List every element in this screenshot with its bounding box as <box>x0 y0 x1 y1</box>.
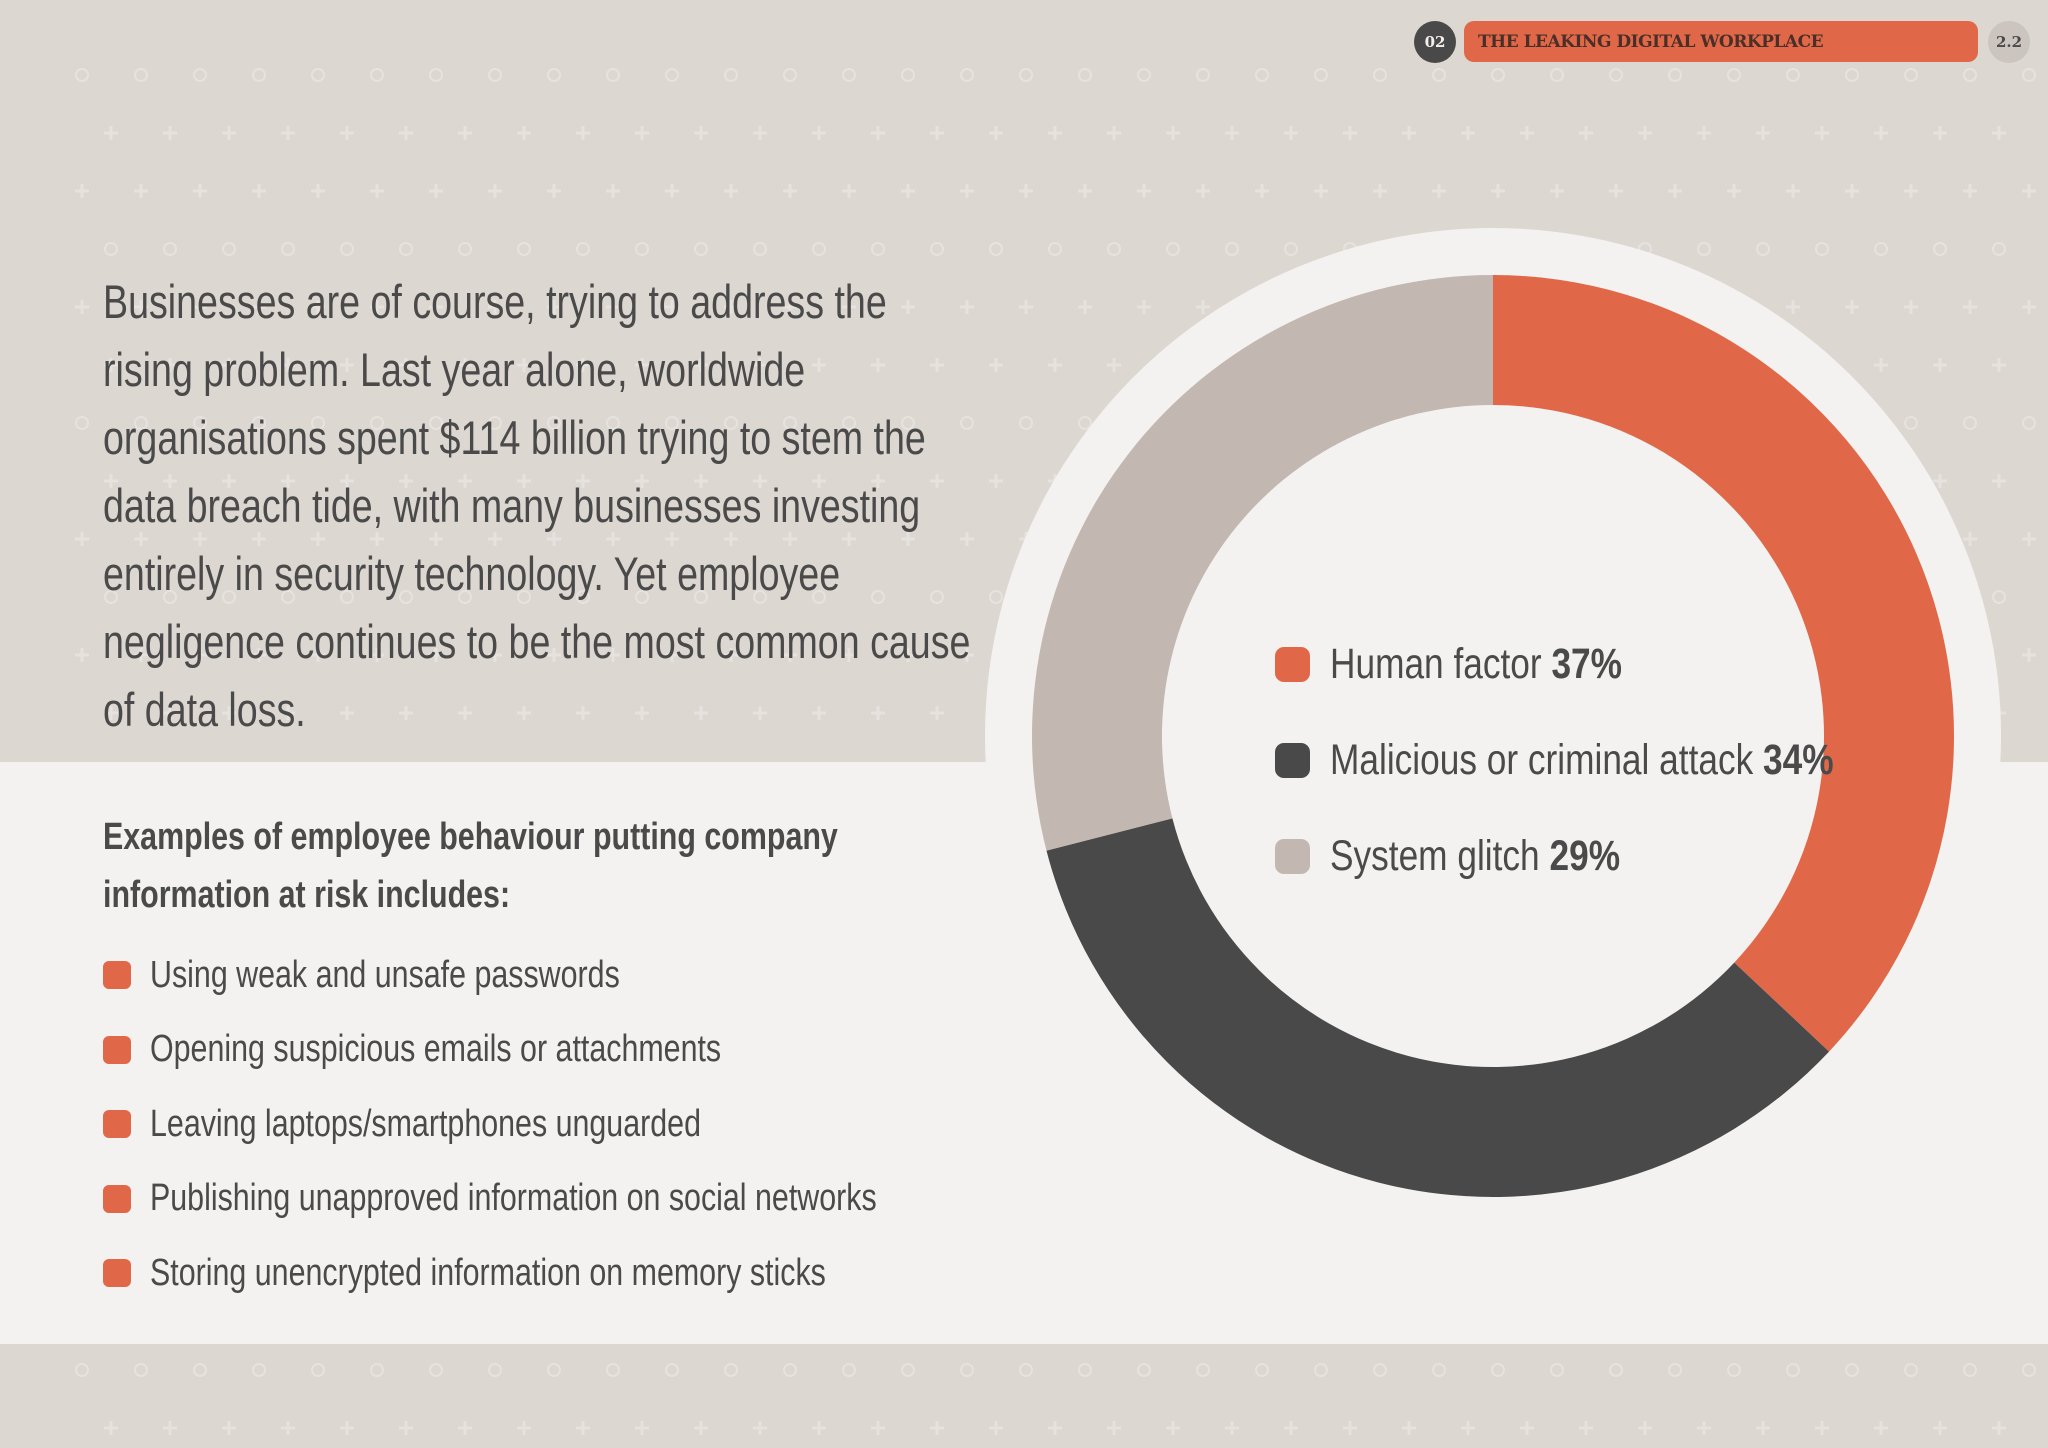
legend-label-group <box>1330 736 1834 785</box>
bullet-square-icon <box>103 1259 131 1287</box>
intro-paragraph: Businesses are of course, trying to address the rising problem. Last year alone, worldwide organisations spent $114 billion trying to stem the data breach tide, with many businesses investing entirely in security technology. Yet employee negligence continues to be the most common cause of data loss. <box>103 275 971 736</box>
legend-value: 37% <box>1551 639 1623 688</box>
bullet-square-icon <box>103 1110 131 1138</box>
list-item-text: Publishing unapproved information on social networks <box>150 1177 877 1220</box>
list-item-text: Using weak and unsafe passwords <box>150 953 620 996</box>
examples-section <box>103 808 1103 1311</box>
list-item <box>103 1087 1103 1162</box>
legend-swatch <box>1275 647 1310 682</box>
page-number-badge: 2.2 <box>1988 21 2030 63</box>
legend-label: Malicious or criminal attack <box>1330 735 1754 784</box>
header-title: THE LEAKING DIGITAL WORKPLACE <box>1478 31 1824 52</box>
legend-value: 34% <box>1763 735 1834 784</box>
page-header <box>1414 21 2034 63</box>
list-item <box>103 1162 1103 1237</box>
legend-label-group <box>1330 832 1620 881</box>
legend-value: 29% <box>1549 831 1621 880</box>
legend-swatch <box>1275 839 1310 874</box>
list-item-text: Leaving laptops/smartphones unguarded <box>150 1102 701 1145</box>
legend-swatch <box>1275 743 1310 778</box>
bullet-square-icon <box>103 1036 131 1064</box>
list-item <box>103 1013 1103 1088</box>
legend-item-human-factor <box>1275 616 1944 712</box>
bullet-square-icon <box>103 961 131 989</box>
list-item <box>103 938 1103 1013</box>
chapter-badge: 02 <box>1414 21 1456 63</box>
list-item-text: Opening suspicious emails or attachments <box>150 1028 722 1071</box>
legend-label: System glitch <box>1330 831 1540 880</box>
chart-legend <box>1275 616 1944 904</box>
examples-heading: Examples of employee behaviour putting company information at risk includes: <box>103 816 838 916</box>
list-item-text: Storing unencrypted information on memory sticks <box>150 1251 826 1294</box>
legend-label: Human factor <box>1330 639 1542 688</box>
bullet-square-icon <box>103 1185 131 1213</box>
header-title-bar <box>1464 21 1978 62</box>
legend-label-group <box>1330 640 1622 689</box>
examples-list <box>103 938 1103 1311</box>
list-item <box>103 1236 1103 1311</box>
legend-item-system-glitch <box>1275 808 1944 904</box>
legend-item-malicious-attack <box>1275 712 1944 808</box>
